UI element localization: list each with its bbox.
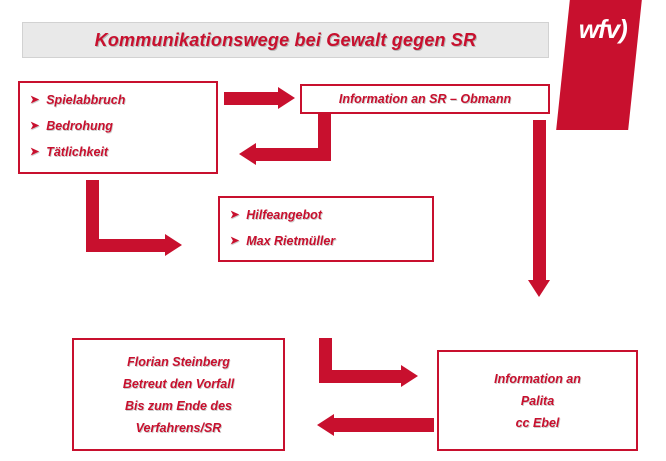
list-item: ➤ Spielabbruch xyxy=(30,93,125,107)
box-line: Betreut den Vorfall xyxy=(122,376,235,391)
page-title: Kommunikationswege bei Gewalt gegen SR xyxy=(94,30,477,50)
list-item: ➤ Tätlichkeit xyxy=(30,145,125,159)
box-line: Verfahrens/SR xyxy=(135,420,222,435)
arrow-info-sr-to-issues-head xyxy=(239,143,256,165)
list-item: ➤ Max Rietmüller xyxy=(230,234,335,248)
box-line: Bis zum Ende des xyxy=(125,398,232,413)
arrow-issues-to-info-sr-shaft xyxy=(224,92,278,105)
information-an-sr-obmann-box xyxy=(300,84,550,114)
arrow-florian-to-info-palita-head xyxy=(401,365,418,387)
arrow-issues-to-help-shaft-h xyxy=(86,239,165,252)
box-line: Palita xyxy=(520,393,555,408)
box-line: Information an SR – Obmann xyxy=(338,92,512,106)
florian-steinberg-box xyxy=(72,338,285,451)
arrow-info-sr-to-info-palita-shaft xyxy=(533,120,546,280)
florian-steinberg-text xyxy=(74,340,283,449)
arrow-info-palita-to-florian-shaft xyxy=(334,418,434,432)
arrow-issues-to-info-sr-head xyxy=(278,87,295,109)
arrow-florian-to-info-palita-shaft-h xyxy=(319,370,401,383)
arrow-issues-to-help-shaft-v xyxy=(86,180,99,246)
list-item: ➤ Hilfeangebot xyxy=(230,208,335,222)
information-an-palita-text xyxy=(439,352,636,449)
hilfeangebot-box xyxy=(218,196,434,262)
arrow-issues-to-help-head xyxy=(165,234,182,256)
arrow-info-sr-to-issues-shaft-h xyxy=(256,148,331,161)
spielabbruch-box xyxy=(18,81,218,174)
wfv-logo-text: wfv) xyxy=(578,14,627,44)
information-an-sr-obmann-text xyxy=(302,86,548,112)
box-line: Information an xyxy=(494,371,581,386)
slide-title-bar xyxy=(22,22,549,58)
spielabbruch-list xyxy=(30,93,125,159)
wfv-logo xyxy=(556,0,642,130)
arrow-info-palita-to-florian-head xyxy=(317,414,334,436)
list-item: ➤ Bedrohung xyxy=(30,119,125,133)
arrow-info-sr-to-info-palita-head xyxy=(528,280,550,297)
box-line: Florian Steinberg xyxy=(127,354,230,369)
hilfeangebot-list xyxy=(230,208,335,248)
information-an-palita-box xyxy=(437,350,638,451)
box-line: cc Ebel xyxy=(515,415,560,430)
